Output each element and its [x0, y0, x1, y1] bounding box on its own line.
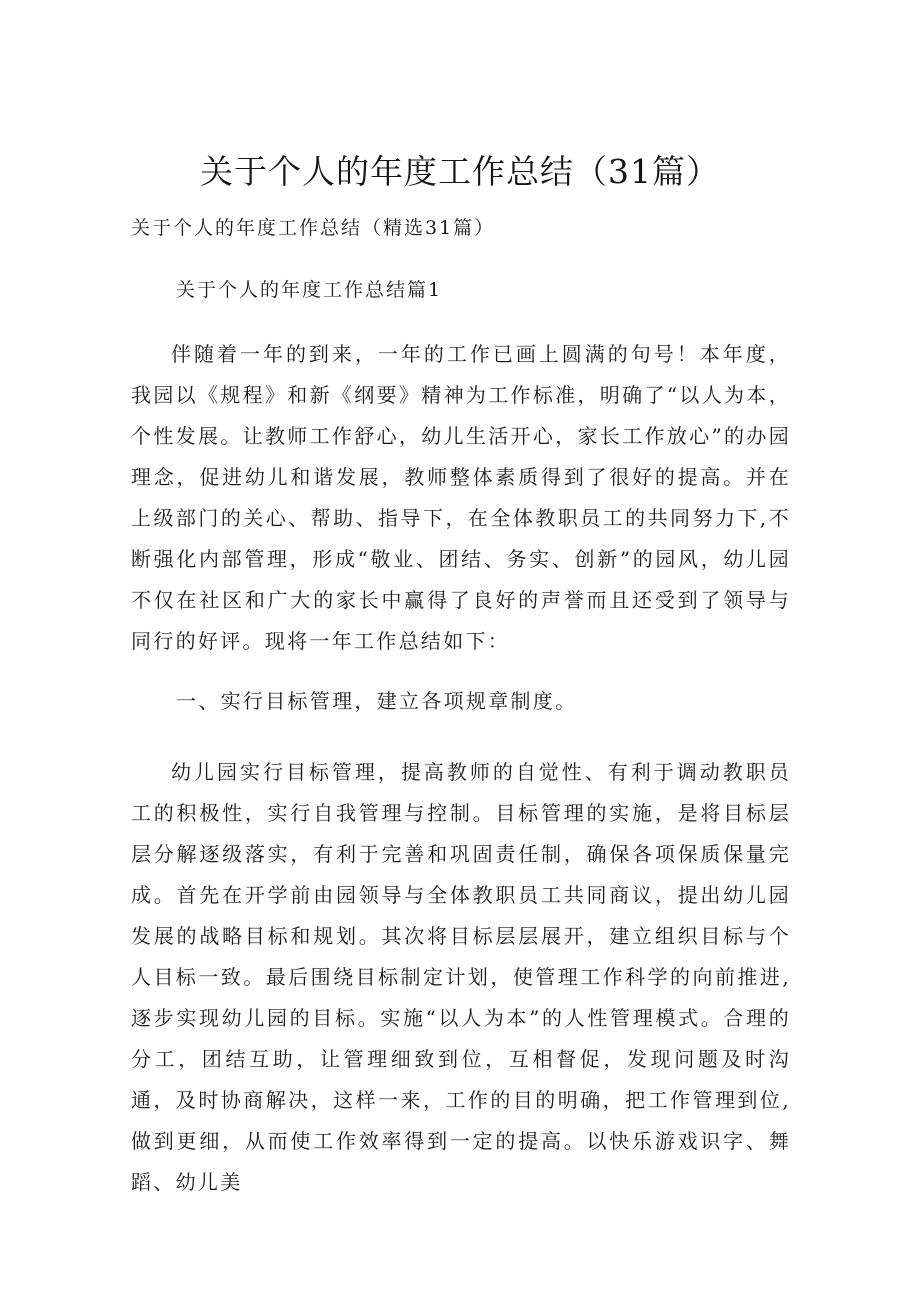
document-subtitle: 关于个人的年度工作总结（精选31篇）	[131, 217, 496, 239]
paragraph-target-management: 幼儿园实行目标管理，提高教师的自觉性、有利于调动教职员工的积极性，实行自我管理与控制。目标管理的实施，是将目标层层分解逐级落实，有利于完善和巩固责任制，确保各项保质保量完成。首先在开学前由园领导与全体教职员工共同商议，提出幼儿园发展的战略目标和规划。其次将目标层层展开，建立组织目标与个人目标一致。最后围绕目标制定计划，使管理工作科学的向前推进,逐步实现幼儿园的目标。实施“以人为本”的人性管理模式。合理的分工，团结互助，让管理细致到位，互相督促，发现问题及时沟通，及时协商解决，这样一来，工作的目的明确，把工作管理到位,做到更细，从而使工作效率得到一定的提高。以快乐游戏识字、舞蹈、幼儿美	[131, 760, 791, 1194]
paragraph-intro: 伴随着一年的到来，一年的工作已画上圆满的句号！本年度，我园以《规程》和新《纲要》精神为工作标准，明确了“以人为本，个性发展。让教师工作舒心，幼儿生活开心，家长工作放心”的办园理念，促进幼儿和谐发展，教师整体素质得到了很好的提高。并在上级部门的关心、帮助、指导下，在全体教职员工的共同努力下,不断强化内部管理，形成“敬业、团结、务实、创新”的园风，幼儿园不仅在社区和广大的家长中赢得了良好的声誉而且还受到了领导与同行的好评。现将一年工作总结如下：	[131, 342, 791, 653]
subheading-target-management: 一、实行目标管理，建立各项规章制度。	[176, 689, 578, 713]
section-heading: 关于个人的年度工作总结篇1	[176, 279, 443, 301]
document-title: 关于个人的年度工作总结（31篇）	[200, 152, 720, 191]
